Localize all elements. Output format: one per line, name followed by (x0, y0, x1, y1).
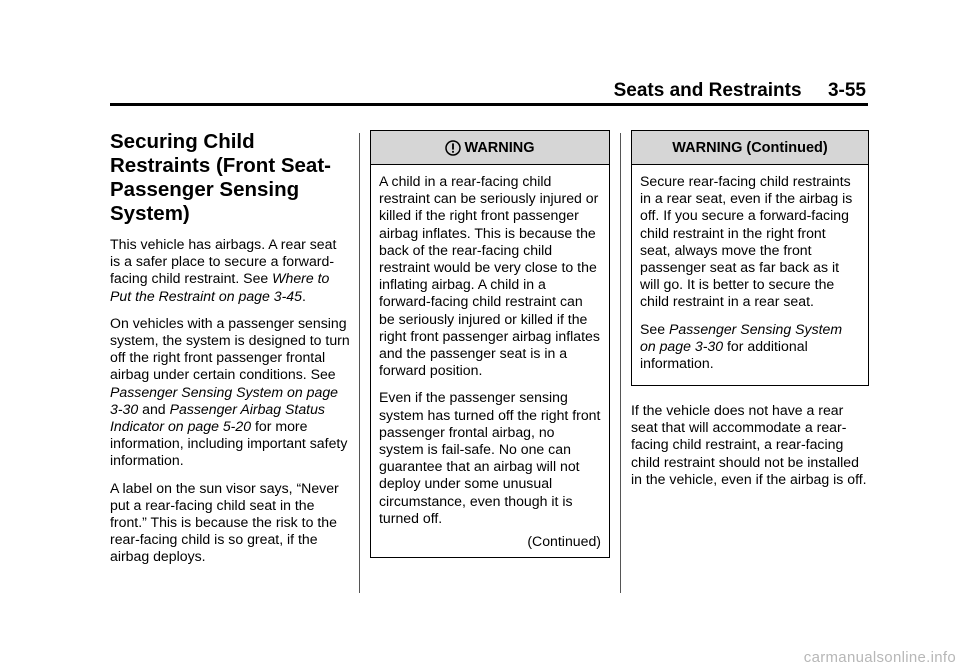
warning-continued-paragraph-1: Secure rear-facing child restraints in a rear seat, even if the airbag is off. If you secure a forward-facing child restraint in the right front seat, always move the front passenger seat as far back as it will go. It is better to secure the child restraint in a rear seat. (640, 173, 853, 310)
sensing-system-paragraph: On vehicles with a passenger sensing system, the system is designed to turn off the right front passenger frontal airbag under certain conditions. See Passenger Sensing System on page 3-30 and Passenger Airbag Status Indicator on page 5-20 for more information, including important safety information. (110, 314, 350, 469)
warning-continued-header (632, 131, 868, 165)
warning-title: WARNING (464, 139, 535, 156)
restraint-location-reference[interactable]: Where to Put the Restraint on page 3-45 (110, 270, 330, 304)
sun-visor-paragraph: A label on the sun visor says, “Never put a rear-facing child seat in the front.” This is because the risk to the rear-facing child is so great, if the airbag deploys. (110, 479, 339, 565)
sensing-system-reference-2[interactable]: Passenger Sensing System on page 3-30 (640, 320, 843, 354)
watermark: carmanualsonline.info (803, 649, 956, 666)
no-rear-seat-paragraph: If the vehicle does not have a rear seat that will accommodate a rear-facing child restraint, a rear-facing child restraint should not be installed in the vehicle, even if the airbag is off. (631, 402, 867, 487)
section-title: Seats and Restraints (613, 80, 802, 101)
right-column (631, 402, 867, 498)
section-heading: Securing Child Restraints (Front Seat-Passenger Sensing System) (110, 130, 331, 225)
warning-continued-body (632, 165, 868, 388)
warning-body (371, 165, 609, 556)
airbag-indicator-reference[interactable]: Passenger Airbag Status Indicator on page 5-20 (110, 400, 325, 435)
warning-header (371, 131, 609, 165)
warning-continued-title: WARNING (Continued) (672, 139, 828, 156)
warning-paragraph-2: Even if the passenger sensing system has turned off the right front passenger frontal airbag, no system is fail-safe. No one can guarantee that an airbag will not deploy under some unusual circumstance, even though it is turned off. (379, 389, 601, 526)
header-rule (110, 103, 868, 106)
warning-continued-box (631, 130, 869, 386)
page-header (614, 80, 866, 102)
warning-continued-paragraph-2: See Passenger Sensing System on page 3-30 for additional information. (640, 320, 843, 372)
warning-box (370, 130, 610, 558)
column-divider-2 (620, 133, 621, 593)
warning-paragraph-1: A child in a rear-facing child restraint can be seriously injured or killed if the right front passenger airbag inflates. This is because the back of the rear-facing child restraint would be very close to the inflating airbag. A child in a forward-facing child restraint can be seriously injured or killed if the right front passenger airbag inflates and the passenger seat is in a forward position. (379, 173, 600, 379)
continued-label: (Continued) (527, 533, 601, 550)
column-divider-1 (359, 133, 360, 593)
warning-icon (445, 140, 461, 156)
intro-paragraph: This vehicle has airbags. A rear seat is a safer place to secure a forward-facing child restraint. See Where to Put the Restraint on page 3-45. (110, 236, 337, 304)
sensing-system-reference[interactable]: Passenger Sensing System on page 3-30 (110, 383, 338, 417)
left-column (110, 130, 350, 576)
page-number: 3-55 (827, 80, 866, 101)
